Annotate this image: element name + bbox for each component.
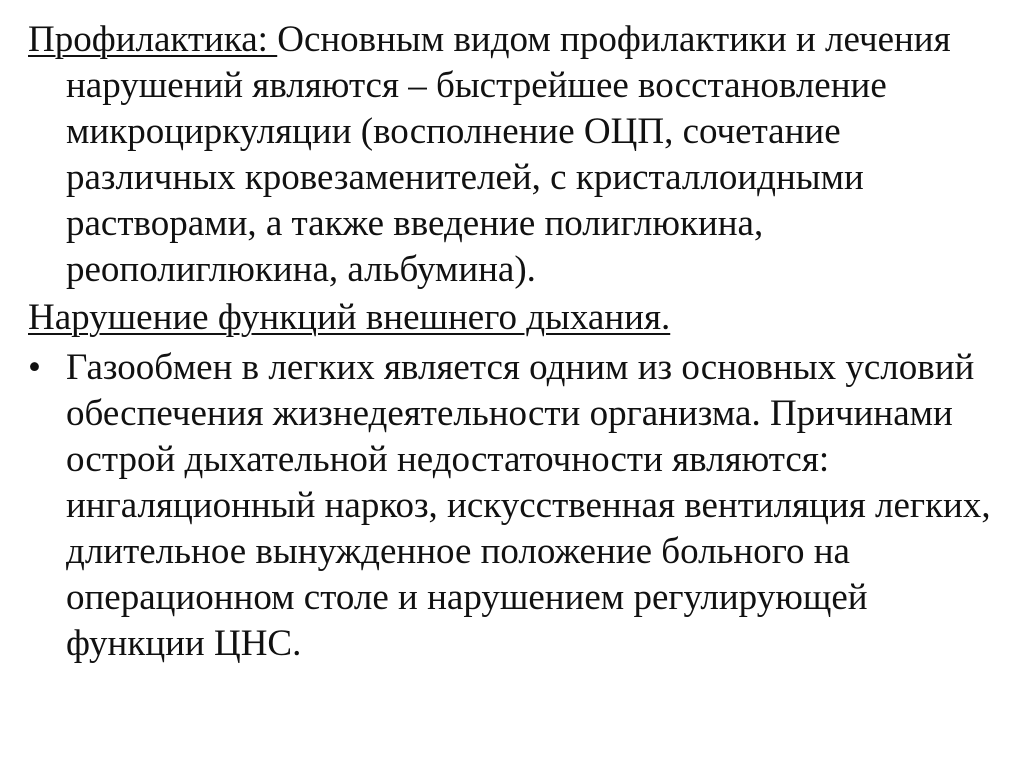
bullet-icon: • xyxy=(28,347,41,388)
text-content xyxy=(28,17,1008,667)
prophylaxis-body: Основным видом профилактики и лечения нарушений являются – быстрейшее восстановление микроциркуляции (восполнение ОЦП, сочетание различных кровезаменителей, с кристаллоидными растворами, а также введение полиглюкина, реополиглюкина, альбумина). xyxy=(66,19,951,290)
respiration-heading-paragraph xyxy=(28,295,1008,341)
bullet-text: Газообмен в легких является одним из основных условий обеспечения жизнедеятельности организма. Причинами острой дыхательной недостаточности являются: ингаляционный наркоз, искусственная вентиляция легких, длительное вынужденное положение больного на операционном столе и нарушением регулирующей функции ЦНС. xyxy=(66,347,991,664)
respiration-heading: Нарушение функций внешнего дыхания. xyxy=(28,297,671,338)
prophylaxis-heading: Профилактика: xyxy=(28,19,278,60)
bullet-list-item xyxy=(28,345,1008,667)
prophylaxis-paragraph xyxy=(28,17,1008,293)
